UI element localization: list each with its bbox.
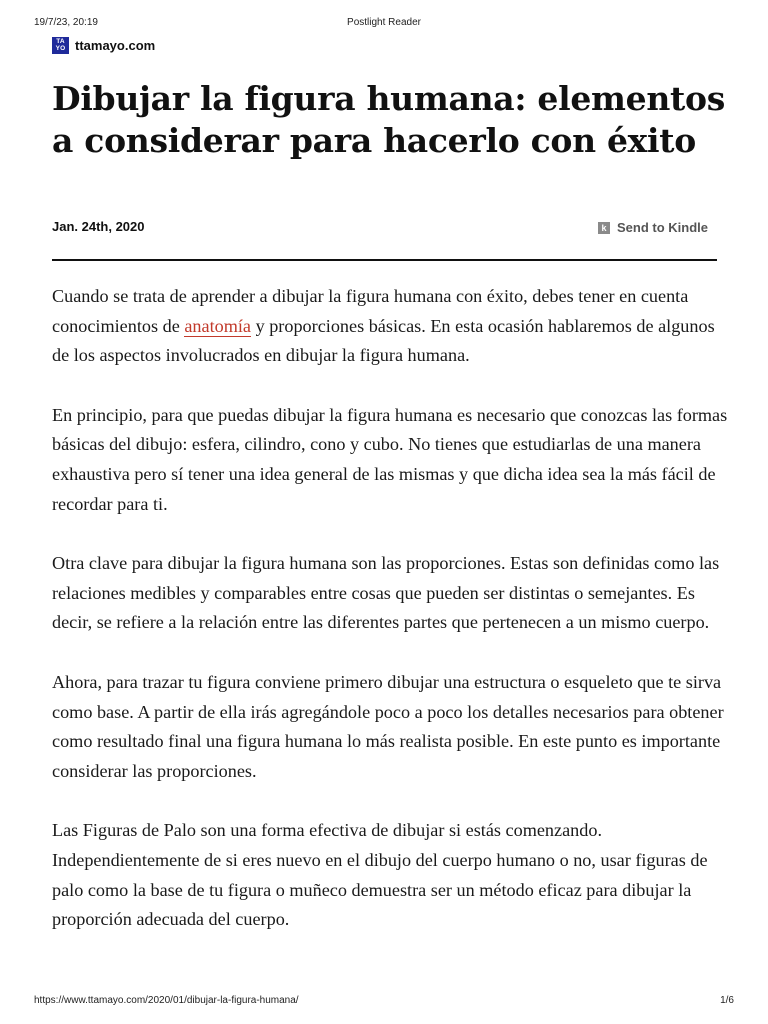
page-number: 1/6 (720, 995, 734, 1006)
print-datetime: 19/7/23, 20:19 (34, 17, 98, 28)
kindle-icon: k (598, 222, 610, 234)
paragraph-4: Ahora, para trazar tu figura conviene primero dibujar una estructura o esqueleto que te sirva como base. A partir de ella irás agregándole poco a poco los detalles necesarios para obtener como resultado final una figura humana lo más realista posible. En este punto es importante considerar las proporciones. (52, 671, 724, 781)
send-to-kindle-label: Send to Kindle (617, 220, 708, 235)
print-title: Postlight Reader (347, 17, 421, 28)
site-logo-line1: TA (56, 38, 65, 45)
site-logo-line2: YO (55, 45, 66, 52)
print-url: https://www.ttamayo.com/2020/01/dibujar-la-figura-humana/ (34, 995, 299, 1006)
paragraph-1-start: Cuando se trata de aprender a dibujar la figura humana con éxito, debes tener en cuenta conocimientos de (52, 286, 689, 336)
paragraph-5: Las Figuras de Palo son una forma efectiva de dibujar si estás comenzando. Independientemente de si eres nuevo en el dibujo del cuerpo humano o no, usar figuras de palo como la base de tu figura o muñeco demuestra ser un método eficaz para dibujar la proporción adecuada del cuerpo. (52, 820, 708, 930)
site-name[interactable]: ttamayo.com (75, 37, 156, 53)
send-to-kindle-button[interactable] (598, 220, 708, 235)
paragraph-2: En principio, para que puedas dibujar la figura humana es necesario que conozcas las formas básicas del dibujo: esfera, cilindro, cono y cubo. No tienes que estudiarlas de una manera exhaustiva pero sí tener una idea general de las mismas y que dicha idea sea la más fácil de recordar para ti. (52, 404, 728, 514)
header-divider (52, 259, 717, 261)
paragraph-1-end: y proporciones básicas. En esta ocasión hablaremos de algunos de los aspectos involucrados en dibujar la figura humana. (52, 315, 715, 366)
article-title: Dibujar la figura humana: elementos a considerar para hacerlo con éxito (52, 79, 725, 160)
print-header (0, 17, 768, 31)
article-body (52, 282, 732, 965)
article-date: Jan. 24th, 2020 (52, 219, 145, 234)
site-logo-icon (52, 37, 69, 54)
paragraph-1 (52, 282, 732, 371)
site-brand[interactable] (52, 36, 155, 54)
anatomia-link[interactable]: anatomía (184, 315, 252, 336)
print-footer (0, 995, 768, 1009)
paragraph-3: Otra clave para dibujar la figura humana son las proporciones. Estas son definidas como las relaciones medibles y comparables entre cosas que pueden ser distintas o semejantes. Es decir, se refiere a la relación entre las diferentes partes que pertenecen a un mismo cuerpo. (52, 553, 720, 633)
